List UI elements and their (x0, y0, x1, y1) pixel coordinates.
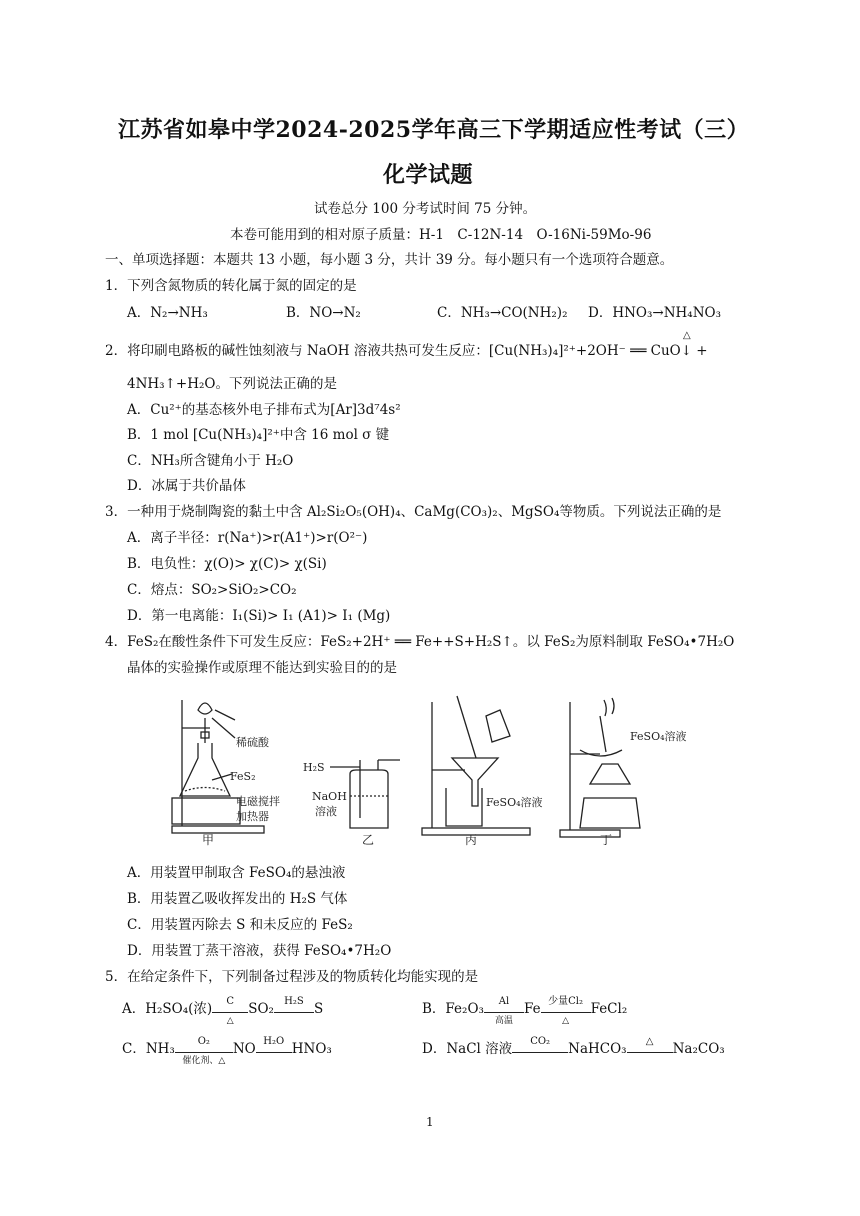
label-bing-feso4: FeSO₄溶液 (486, 796, 543, 809)
exam-title: 江苏省如皋中学2024-2025学年高三下学期适应性考试（三） (118, 117, 750, 143)
q5-c-c1-top: O₂ (197, 1036, 210, 1047)
q5-c-s2: NO (232, 1041, 256, 1057)
caption-ding: 丁 (600, 833, 613, 847)
q5-b-s3: FeCl₂ (590, 1001, 628, 1017)
q5-a-c2-top: H₂S (284, 996, 304, 1007)
q5-d-c2-top: △ (645, 1036, 654, 1047)
q2-option-c: C．NH₃所含键角小于 H₂O (127, 453, 294, 469)
q5-b-label: B． (422, 1001, 446, 1017)
q1-option-a: A．N₂→NH₃ (127, 305, 208, 321)
q5-option-c (122, 1036, 332, 1066)
label-jia-heater-1: 电磁搅拌 (236, 795, 280, 808)
q5-option-d (422, 1036, 725, 1058)
q5-b-s1: Fe₂O₃ (445, 1001, 484, 1017)
q5-c-c1-bottom: 催化剂、△ (182, 1056, 226, 1066)
label-jia-acid: 稀硫酸 (236, 736, 269, 749)
q2-stem-line2: 4NH₃↑+H₂O。下列说法正确的是 (127, 376, 337, 392)
q3-option-d: D．第一电离能：I₁(Si)> I₁ (A1)> I₁ (Mg) (127, 608, 391, 624)
apparatus-bing (422, 696, 543, 847)
q5-a-s1: H₂SO₄(浓) (145, 1001, 213, 1017)
q5-a-c1-top: C (226, 996, 235, 1007)
exam-info-2: 本卷可能用到的相对原子质量：H-1 C-12N-14 O-16Ni-59Mo-96 (230, 227, 652, 243)
q3-stem: 3．一种用于烧制陶瓷的黏土中含 Al₂Si₂O₅(OH)₄、CaMg(CO₃)₂、MgSO₄等物质。下列说法正确的是 (105, 504, 722, 520)
q4-option-a: A．用装置甲制取含 FeSO₄的悬浊液 (127, 865, 346, 881)
apparatus-jia (172, 700, 280, 847)
q3-option-a: A．离子半径：r(Na⁺)>r(A1⁺)>r(O²⁻) (127, 530, 368, 546)
page-number: 1 (426, 1115, 434, 1129)
exam-info-1: 试卷总分 100 分考试时间 75 分钟。 (314, 201, 537, 217)
q4-stem-line1: 4．FeS₂在酸性条件下可发生反应：FeS₂+2H⁺ ══ Fe++S+H₂S↑。以 FeS₂为原料制取 FeSO₄•7H₂O (105, 634, 735, 650)
q2-option-b: B．1 mol [Cu(NH₃)₄]²⁺中含 16 mol σ 键 (127, 427, 390, 443)
q4-option-d: D．用装置丁蒸干溶液，获得 FeSO₄•7H₂O (127, 943, 392, 959)
q5-a-s2: SO₂ (248, 1001, 274, 1017)
section-heading: 一、单项选择题：本题共 13 小题，每小题 3 分，共计 39 分。每小题只有一个选项符合题意。 (105, 252, 674, 268)
q1-stem: 1．下列含氮物质的转化属于氮的固定的是 (105, 278, 357, 294)
q4-option-b: B．用装置乙吸收挥发出的 H₂S 气体 (127, 891, 348, 907)
q1-option-c: C．NH₃→CO(NH₂)₂ (437, 305, 568, 321)
q5-b-c2-top: 少量Cl₂ (548, 996, 583, 1007)
label-yi-naoh: NaOH (312, 790, 347, 803)
q2-option-d: D．冰属于共价晶体 (127, 478, 246, 494)
apparatus-ding (560, 698, 687, 847)
q5-a-label: A． (122, 1001, 146, 1017)
q5-b-s2: Fe (523, 1001, 541, 1017)
label-jia-fes2: FeS₂ (230, 770, 256, 783)
q5-b-c1-top: Al (498, 996, 510, 1007)
exam-subtitle: 化学试题 (383, 162, 474, 188)
q5-b-c2-bottom: △ (562, 1016, 570, 1026)
label-ding-feso4: FeSO₄溶液 (630, 730, 687, 743)
caption-yi: 乙 (362, 833, 375, 847)
caption-bing: 丙 (465, 833, 478, 847)
q5-stem: 5．在给定条件下，下列制备过程涉及的物质转化均能实现的是 (105, 969, 479, 985)
label-yi-h2s: H₂S (303, 761, 325, 774)
q5-c-s1: NH₃ (145, 1041, 175, 1057)
q2-condition: △ (683, 330, 691, 341)
apparatus-yi (303, 760, 400, 847)
q2-stem-line1: 2．将印刷电路板的碱性蚀刻液与 NaOH 溶液共热可发生反应：[Cu(NH₃)₄]²⁺+2OH⁻ ══ CuO↓ + (105, 343, 708, 359)
q5-option-b (422, 996, 628, 1026)
q5-d-s3: Na₂CO₃ (672, 1041, 725, 1057)
q5-d-s2: NaHCO₃ (568, 1041, 627, 1057)
q5-d-c1-top: CO₂ (530, 1036, 551, 1047)
q2-option-a: A．Cu²⁺的基态核外电子排布式为[Ar]3d⁷4s² (127, 402, 401, 418)
label-yi-solution: 溶液 (315, 805, 337, 818)
q4-stem-line2: 晶体的实验操作或原理不能达到实验目的的是 (127, 660, 397, 676)
q5-option-a (122, 996, 324, 1026)
label-jia-heater-2: 加热器 (236, 810, 269, 823)
q5-b-c1-bottom: 高温 (494, 1016, 513, 1026)
q5-d-label: D． (422, 1041, 447, 1057)
caption-jia: 甲 (202, 833, 215, 847)
q5-c-s3: HNO₃ (291, 1041, 332, 1057)
q5-c-label: C． (122, 1041, 146, 1057)
q5-a-s3: S (313, 1001, 324, 1017)
q1-option-b: B．NO→N₂ (286, 305, 361, 321)
q5-c-c2-top: H₂O (263, 1036, 285, 1047)
q1-option-d: D．HNO₃→NH₄NO₃ (588, 305, 721, 321)
q5-a-c1-bottom: △ (226, 1016, 234, 1026)
q3-option-b: B．电负性：χ(O)> χ(C)> χ(Si) (127, 556, 327, 572)
q4-option-c: C．用装置丙除去 S 和未反应的 FeS₂ (127, 917, 353, 933)
apparatus-figure (160, 688, 740, 848)
q3-option-c: C．熔点：SO₂>SiO₂>CO₂ (127, 582, 297, 598)
q5-d-s1: NaCl 溶液 (446, 1041, 513, 1057)
